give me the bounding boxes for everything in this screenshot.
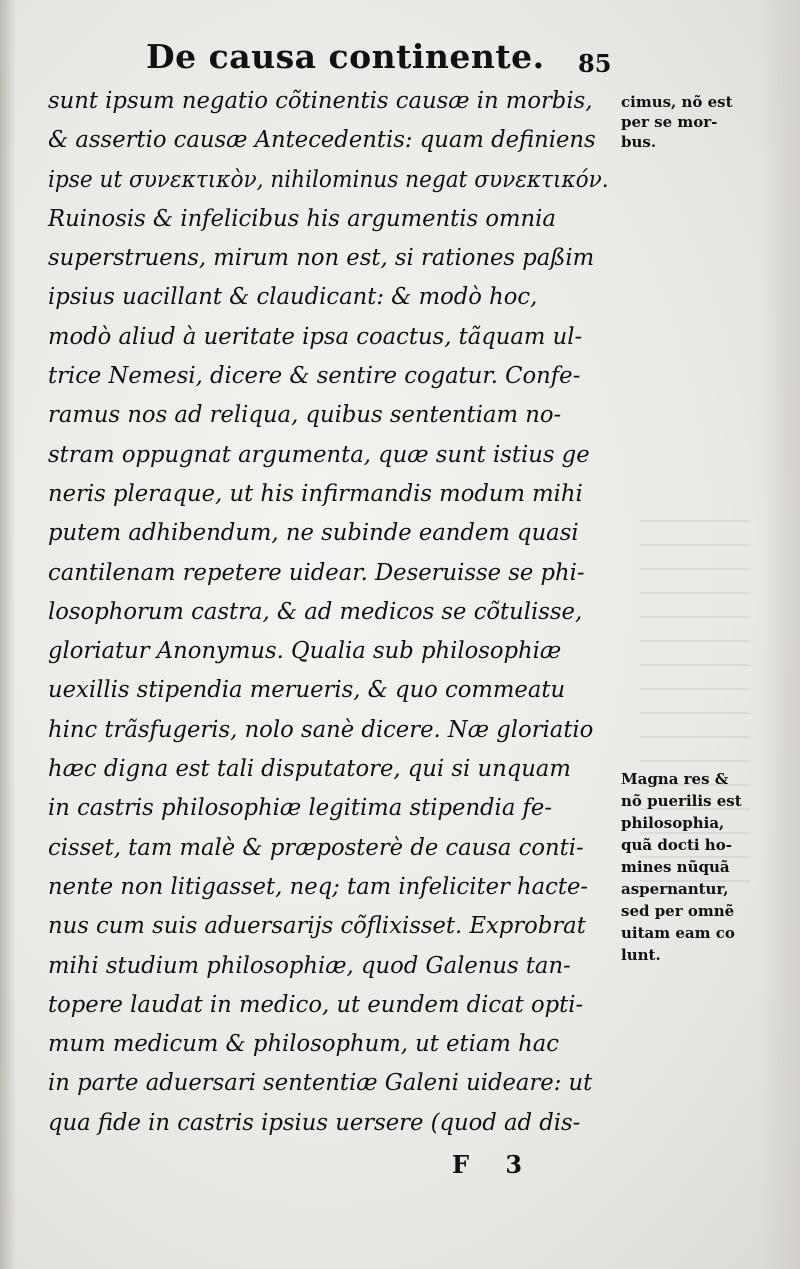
margin-note-line: sed per omnẽ — [621, 902, 735, 920]
signature-mark: F 3 — [452, 1150, 537, 1179]
margin-note-line: quã docti ho- — [621, 836, 732, 854]
text-line: & assertio causæ Antecedentis: quam definiens — [48, 127, 596, 154]
page-edge-shadow — [760, 0, 800, 1269]
text-line: ramus nos ad reliqua, quibus sententiam no- — [48, 402, 562, 429]
text-line: cantilenam repetere uidear. Deseruisse se phi- — [48, 559, 585, 586]
text-line: topere laudat in medico, ut eundem dicat opti- — [48, 991, 584, 1018]
margin-note-line: mines nũquã — [621, 858, 730, 876]
text-line: trice Nemesi, dicere & sentire cogatur. Confe- — [48, 363, 581, 390]
margin-note-line: philosophia, — [621, 814, 725, 832]
text-line: qua fide in castris ipsius uersere (quod ad dis- — [48, 1109, 581, 1136]
margin-note-line: per se mor- — [621, 113, 718, 131]
text-line: in parte aduersari sententiæ Galeni uideare: ut — [48, 1070, 593, 1097]
page-gutter-shadow — [0, 0, 16, 1269]
text-line: cisset, tam malè & præposterè de causa conti- — [48, 834, 584, 861]
text-line: nente non litigasset, neq; tam infeliciter hacte- — [48, 873, 589, 900]
text-line: neris pleraque, ut his infirmandis modum mihi — [48, 480, 583, 507]
text-line: hinc trãsfugeris, nolo sanè dicere. Næ gloriatio — [48, 716, 594, 743]
margin-note-line: cimus, nõ est — [621, 93, 733, 111]
margin-note-line: aspernantur, — [621, 880, 729, 898]
text-line: in castris philosophiæ legitima stipendia fe- — [48, 795, 553, 822]
text-line: mihi studium philosophiæ, quod Galenus tan- — [48, 952, 571, 979]
text-line: modò aliud à ueritate ipsa coactus, tãquam ul- — [48, 323, 583, 350]
page-number: 85 — [578, 49, 612, 78]
text-line: losophorum castra, & ad medicos se cõtulisse, — [48, 598, 583, 625]
margin-note-line: uitam eam co — [621, 924, 735, 942]
text-line: mum medicum & philosophum, ut etiam hac — [48, 1031, 559, 1058]
margin-note-philosophia — [621, 768, 742, 966]
text-line: ipse ut συνεκτικὸν, nihilominus negat συνεκτικόν. — [48, 166, 609, 193]
margin-note-line: lunt. — [621, 946, 661, 964]
margin-note-line: Magna res & — [621, 770, 729, 788]
margin-note-line: nõ puerilis est — [621, 792, 742, 810]
text-line: superstruens, mirum non est, si rationes paßim — [48, 245, 595, 272]
margin-note-top — [621, 92, 733, 152]
text-line: hæc digna est tali disputatore, qui si unquam — [48, 756, 571, 783]
text-line: Ruinosis & infelicibus his argumentis omnia — [48, 205, 556, 232]
text-line: ipsius uacillant & claudicant: & modò hoc, — [48, 284, 538, 311]
text-line: nus cum suis aduersarijs cõflixisset. Exprobrat — [48, 913, 586, 940]
running-head-title: De causa continente. — [146, 37, 545, 76]
text-line: stram oppugnat argumenta, quæ sunt istius ge — [48, 441, 590, 468]
body-text-block — [48, 82, 616, 1143]
text-line: uexillis stipendia merueris, & quo commeatu — [48, 677, 566, 704]
margin-note-line: bus. — [621, 133, 657, 151]
text-line: putem adhibendum, ne subinde eandem quasi — [48, 520, 579, 547]
text-line: gloriatur Anonymus. Qualia sub philosophiæ — [48, 638, 562, 665]
text-line: sunt ipsum negatio cõtinentis causæ in morbis, — [48, 88, 593, 114]
